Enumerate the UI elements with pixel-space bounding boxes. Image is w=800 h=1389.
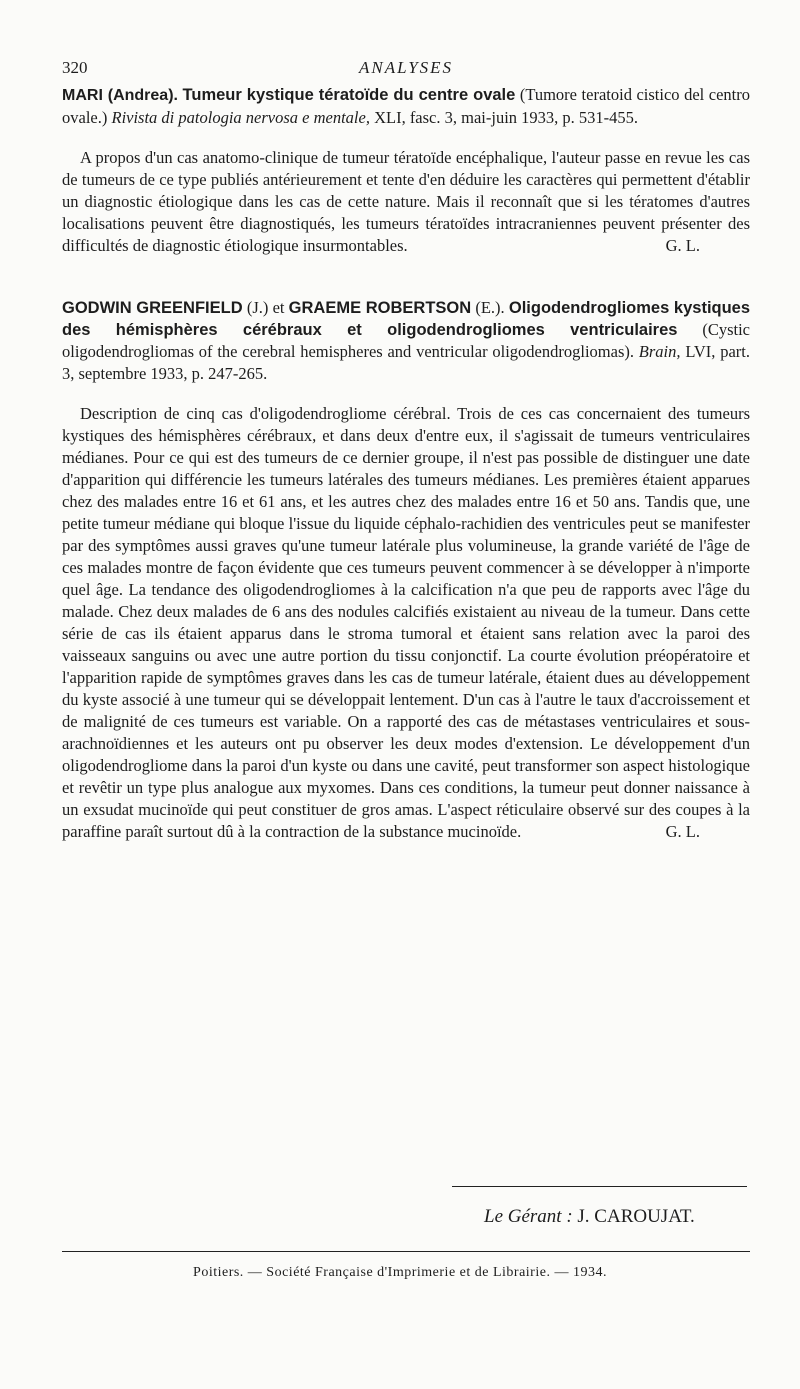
gerant-line bbox=[484, 1206, 695, 1228]
page-header bbox=[62, 58, 750, 84]
entry-authors: GODWIN GREENFIELD bbox=[62, 299, 243, 317]
gerant-label: Le Gérant : bbox=[484, 1206, 573, 1227]
entry-citation: LVI, part. 3, septembre 1933, p. 247-265. bbox=[62, 342, 751, 383]
review-entry-greenfield bbox=[62, 297, 750, 843]
page bbox=[62, 58, 750, 843]
entry-body bbox=[62, 147, 750, 257]
gerant-rule bbox=[452, 1186, 747, 1187]
printer-imprint: Poitiers. — Société Française d'Imprimerie et de Librairie. — 1934. bbox=[193, 1265, 607, 1280]
entry-journal: Rivista di patologia nervosa e mentale, bbox=[111, 108, 370, 127]
entry-authors-initial: (J.) bbox=[246, 298, 269, 317]
review-entry-mari bbox=[62, 84, 750, 257]
entry-title: Oligodendrogliomes kystiques des hémisphères cérébraux et oligodendrogliomes ventriculaires bbox=[62, 299, 751, 339]
entry-citation: XLI, fasc. 3, mai-juin 1933, p. 531-455. bbox=[374, 108, 639, 127]
entry-conjunction: et bbox=[272, 298, 285, 317]
entry-coauthor-initial: (E.). bbox=[475, 298, 505, 317]
entry-coauthor: GRAEME ROBERTSON bbox=[288, 299, 472, 317]
entry-body bbox=[62, 403, 750, 843]
running-title: ANALYSES bbox=[358, 58, 454, 77]
page-number: 320 bbox=[62, 58, 88, 77]
entry-original-title: (Cystic oligodendrogliomas of the cerebral hemispheres and ventricular oligodendrogliomas). bbox=[62, 320, 751, 361]
entry-original-title: (Tumore teratoid cistico del centro ovale.) bbox=[62, 85, 751, 127]
entry-body-text: A propos d'un cas anatomo-clinique de tumeur tératoïde encéphalique, l'auteur passe en revue les cas de tumeurs de ce type publiés antérieurement et tente d'en déduire les caractères qui permettent d'établir un diagnostic étiologique dans les cas de cette nature. Mais il reconnaît que si les tératomes d'autres localisations peuvent être diagnostiqués, les tumeurs tératoïdes intracraniennes peuvent présenter des difficultés de diagnostic étiologique insurmontables. bbox=[62, 148, 750, 255]
entry-heading bbox=[62, 84, 750, 129]
entry-signature: G. L. bbox=[665, 822, 700, 841]
entry-signature: G. L. bbox=[665, 236, 700, 255]
entry-journal: Brain, bbox=[638, 342, 681, 361]
gerant-name: J. CAROUJAT. bbox=[577, 1206, 695, 1227]
entry-authors: MARI (Andrea). bbox=[62, 87, 178, 104]
footer-rule bbox=[62, 1251, 750, 1252]
entry-title: Tumeur kystique tératoïde du centre ovale bbox=[182, 86, 516, 104]
entry-body-text: Description de cinq cas d'oligodendrogliome cérébral. Trois de ces cas concernaient des tumeurs kystiques des hémisphères cérébraux, et dans deux d'entre eux, il s'agissait de tumeurs ventriculaires médianes. Pour ce qui est des tumeurs de ce dernier groupe, il n'est pas possible de distinguer une date d'apparition qui différencie les tumeurs latérales des tumeurs médianes. Les premières étaient apparues chez des malades entre 16 et 61 ans, et les autres chez des malades entre 16 et 50 ans. Tandis que, une petite tumeur médiane qui bloque l'issue du liquide céphalo-rachidien des ventricules peut se manifester par des symptômes aussi graves qu'une tumeur latérale plus volumineuse, la grande variété de l'âge de ces malades montre de façon évidente que ces tumeurs peuvent commencer à se développer à n'importe quel âge. La tendance des oligodendrogliomes à la calcification n'a que peu de rapports avec l'âge du malade. Chez deux malades de 6 ans des nodules calcifiés existaient au niveau de la tumeur. Dans cette série de cas ils étaient apparus dans le stroma tumoral et étaient sans relation avec la paroi des vaisseaux sanguins ou avec une autre portion du tissu conjonctif. La courte évolution préopératoire et l'apparition rapide de symptômes graves dans les cas de tumeur latérale, étaient dues au développement du kyste associé à une tumeur qui se développait lentement. D'un cas à l'autre le taux d'accroissement et de malignité de ces tumeurs est variable. On a rapporté des cas de métastases ventriculaires et sous-arachnoïdiennes et les auteurs ont pu observer les deux modes d'extension. Le développement d'un oligodendrogliome dans la paroi d'un kyste ou dans une cavité, peut transformer son aspect histologique et revêtir un type plus analogue aux myxomes. Dans ces conditions, la tumeur peut donner naissance à un exsudat mucinoïde qui peut constituer de gros amas. L'aspect réticulaire observé sur des coupes à la paraffine paraît surtout dû à la contraction de la substance mucinoïde. bbox=[62, 404, 750, 841]
entry-heading bbox=[62, 297, 750, 385]
